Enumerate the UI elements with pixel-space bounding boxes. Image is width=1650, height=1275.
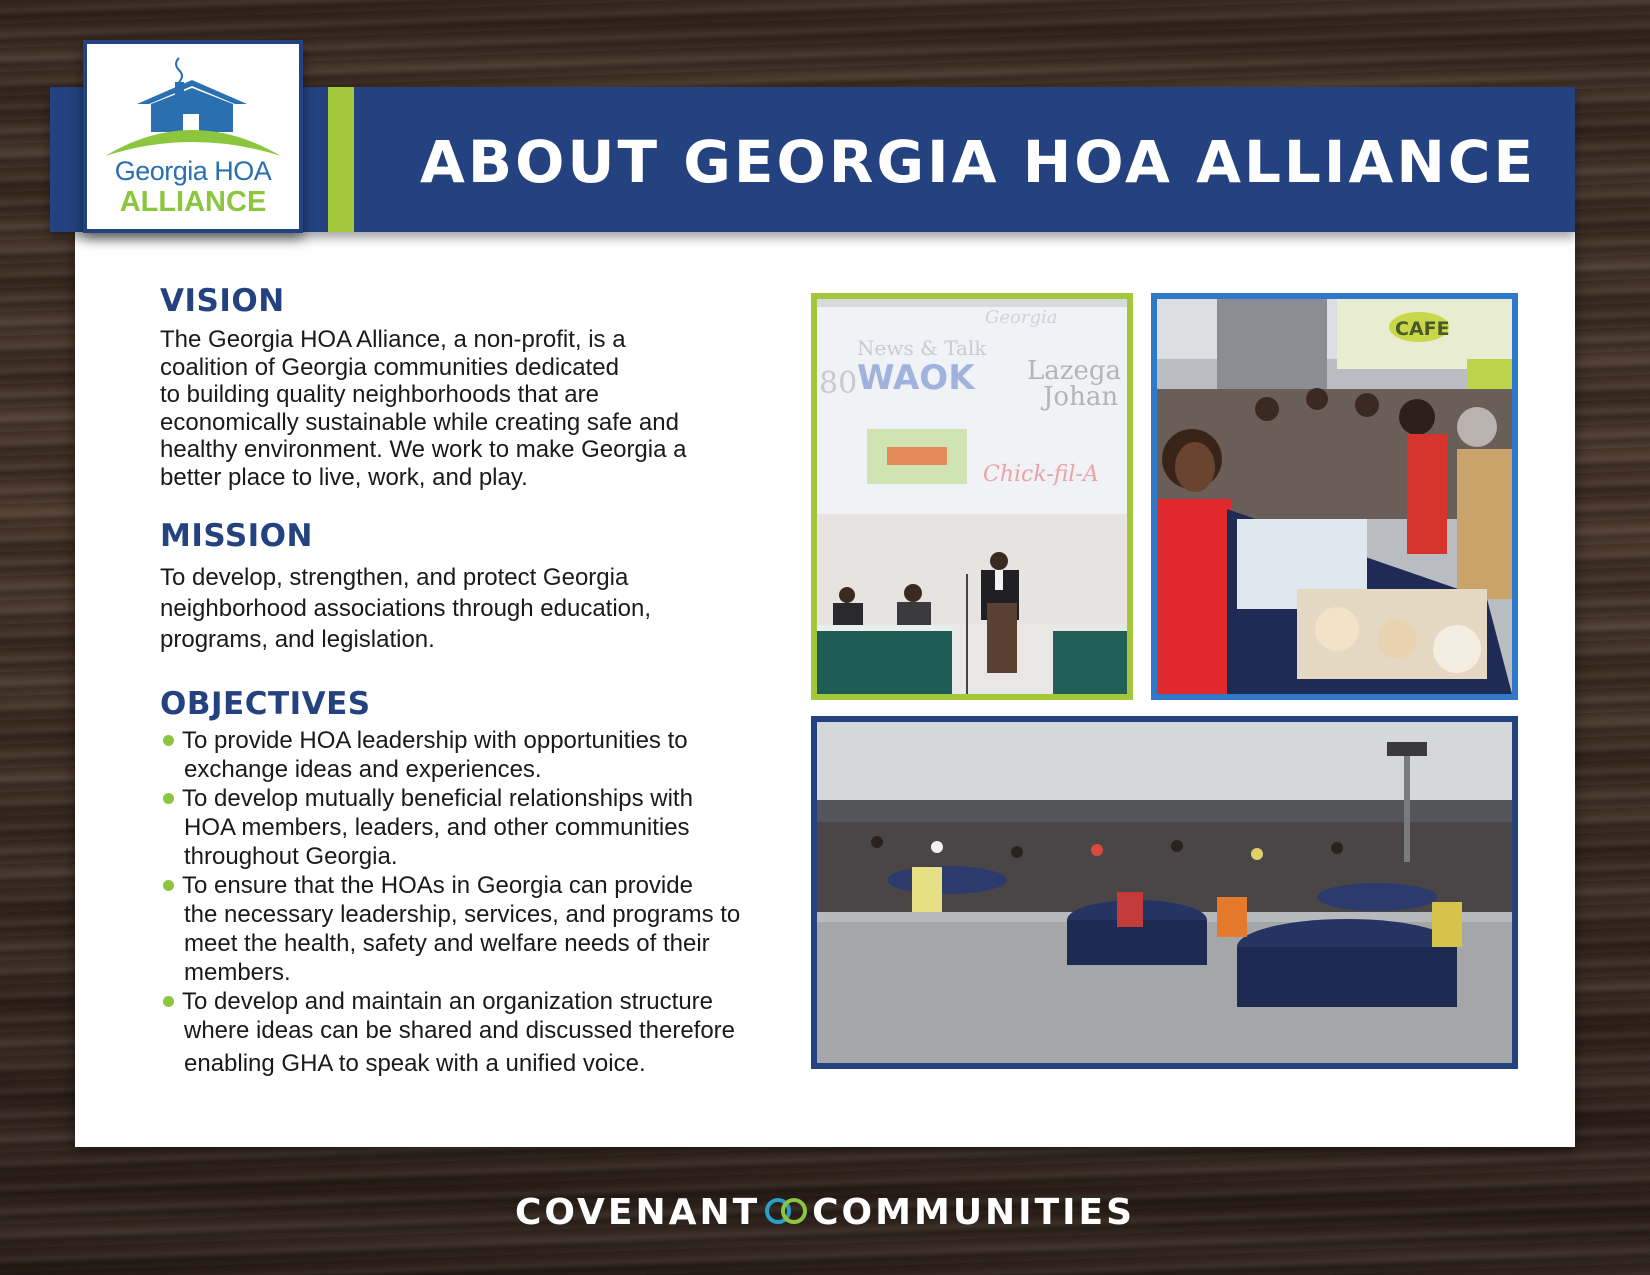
photo-stage-speaker	[811, 293, 1133, 700]
photo-cafe-buffet	[1151, 293, 1518, 700]
vision-line: economically sustainable while creating safe and	[160, 408, 679, 436]
bullet-icon	[163, 735, 174, 746]
objective-line: members.	[184, 959, 291, 986]
vision-line: healthy environment. We work to make Georgia a	[160, 436, 687, 463]
mission-line: To develop, strengthen, and protect Georgia	[160, 564, 629, 591]
objective-item	[160, 871, 760, 987]
logo	[83, 40, 303, 233]
mission-line: neighborhood associations through education,	[160, 595, 652, 622]
vision-line: The Georgia HOA Alliance, a non-profit, is a	[160, 326, 626, 353]
screen-text: 80	[819, 366, 858, 401]
objective-line: exchange ideas and experiences.	[184, 756, 542, 783]
bullet-icon	[163, 793, 174, 804]
vision-text	[160, 326, 686, 491]
footer-brand	[0, 1192, 1650, 1233]
objective-item	[160, 987, 760, 1078]
objective-line: To ensure that the HOAs in Georgia can provide	[182, 872, 693, 899]
logo-text-line2: ALLIANCE	[119, 186, 267, 218]
objective-line: HOA members, leaders, and other communities	[184, 814, 690, 841]
screen-text: WAOK	[857, 358, 975, 398]
bullet-icon	[163, 880, 174, 891]
objective-item	[160, 726, 760, 784]
photo-ballroom	[811, 716, 1518, 1069]
objective-line: the necessary leadership, services, and programs to	[184, 901, 741, 928]
header-accent-stripe	[328, 87, 354, 232]
screen-text: Chick-fil-A	[983, 462, 1099, 487]
vision-line: better place to live, work, and play.	[160, 463, 528, 491]
objective-line: To develop and maintain an organization structure	[182, 988, 713, 1015]
objective-line: To develop mutually beneficial relationships with	[182, 785, 693, 812]
objectives-list	[160, 726, 760, 1078]
objective-line: enabling GHA to speak with a unified voice.	[184, 1050, 646, 1077]
mission-text	[160, 562, 651, 655]
vision-heading: VISION	[160, 283, 285, 319]
objective-line: throughout Georgia.	[184, 843, 398, 870]
ballroom-photo-image	[817, 722, 1512, 1063]
logo-panel	[87, 44, 299, 229]
screen-text: News & Talk	[857, 336, 987, 360]
screen-text: Georgia	[985, 307, 1058, 328]
bullet-icon	[163, 996, 174, 1007]
objective-line: To provide HOA leadership with opportunities to	[182, 727, 688, 754]
footer-brand-left: COVENANT	[514, 1192, 761, 1233]
screen-text: Lazega	[1027, 356, 1121, 386]
vision-line: to building quality neighborhoods that are	[160, 381, 599, 408]
mission-heading: MISSION	[160, 518, 313, 554]
footer-brand-right: COMMUNITIES	[812, 1192, 1136, 1233]
objective-line: where ideas can be shared and discussed therefore	[184, 1017, 736, 1044]
objectives-heading: OBJECTIVES	[160, 686, 371, 722]
page-title: ABOUT GEORGIA HOA ALLIANCE	[420, 128, 1537, 196]
objective-line: meet the health, safety and welfare needs of their	[184, 930, 710, 957]
cafe-photo-image	[1157, 299, 1512, 694]
cafe-sign-text: CAFE	[1395, 318, 1450, 340]
vision-line: coalition of Georgia communities dedicated	[160, 353, 619, 381]
mission-line: programs, and legislation.	[160, 626, 435, 653]
stage-photo-image	[817, 299, 1127, 694]
screen-text: Johan	[1043, 382, 1119, 412]
logo-text-line1: Georgia HOA	[114, 156, 272, 186]
objective-item	[160, 784, 760, 871]
interlocking-rings-icon	[762, 1196, 810, 1226]
